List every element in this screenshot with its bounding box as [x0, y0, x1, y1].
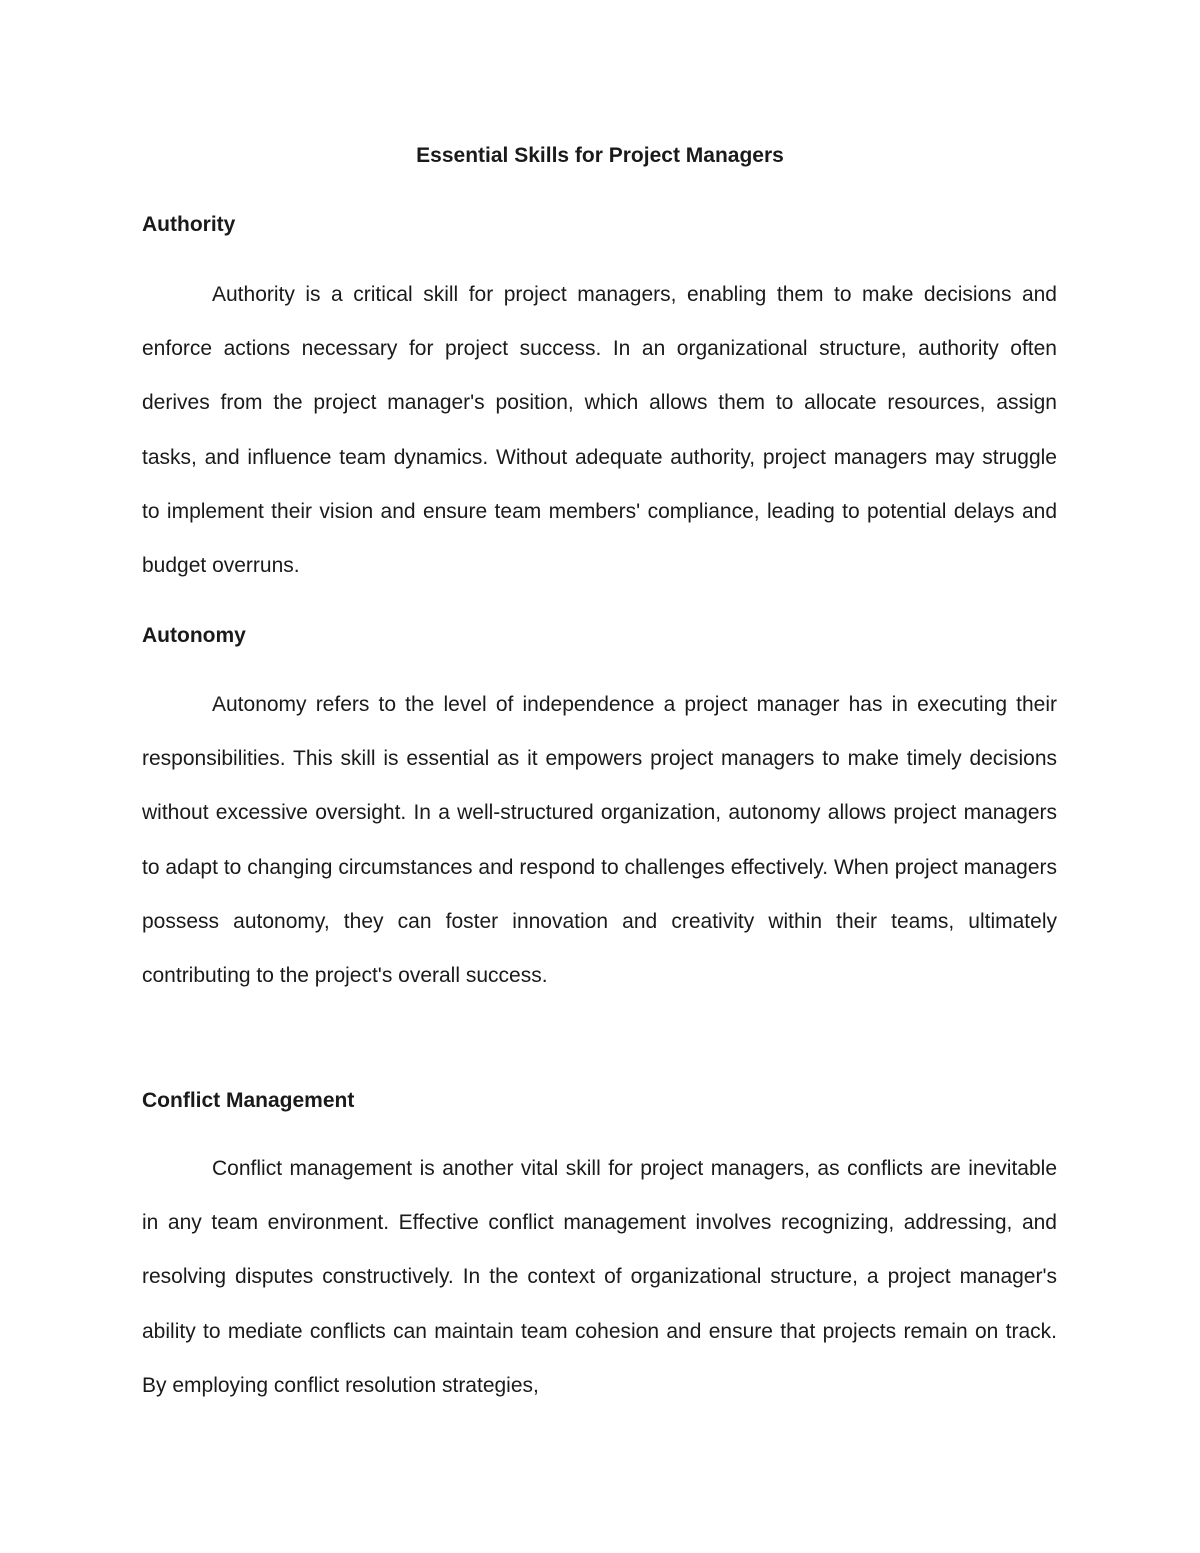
section-body-autonomy: Autonomy refers to the level of independence a project manager has in executing their responsibilities. This skill is essential as it empowers project managers to make timely decisions without excessive oversight. In a well-structured organization, autonomy allows project managers to adapt to changing circumstances and respond to challenges effectively. When project managers possess autonomy, they can foster innovation and creativity within their teams, ultimately contributing to the project's overall success. — [142, 693, 1057, 988]
section-heading-authority: Authority — [142, 213, 236, 236]
section-heading-conflict-management: Conflict Management — [142, 1089, 355, 1112]
section-body-conflict-management: Conflict management is another vital skill for project managers, as conflicts are inevitable in any team environment. Effective conflict management involves recognizing, addressing, and resolving disputes constructively. In the context of organizational structure, a project manager's ability to mediate conflicts can maintain team cohesion and ensure that projects remain on track. By employing conflict resolution strategies, — [142, 1157, 1057, 1397]
section-body-authority: Authority is a critical skill for project managers, enabling them to make decisions and enforce actions necessary for project success. In an organizational structure, authority often derives from the project manager's position, which allows them to allocate resources, assign tasks, and influence team dynamics. Without adequate authority, project managers may struggle to implement their vision and ensure team members' compliance, leading to potential delays and budget overruns. — [142, 283, 1057, 578]
section-heading-autonomy: Autonomy — [142, 624, 246, 647]
document-title: Essential Skills for Project Managers — [416, 144, 784, 167]
